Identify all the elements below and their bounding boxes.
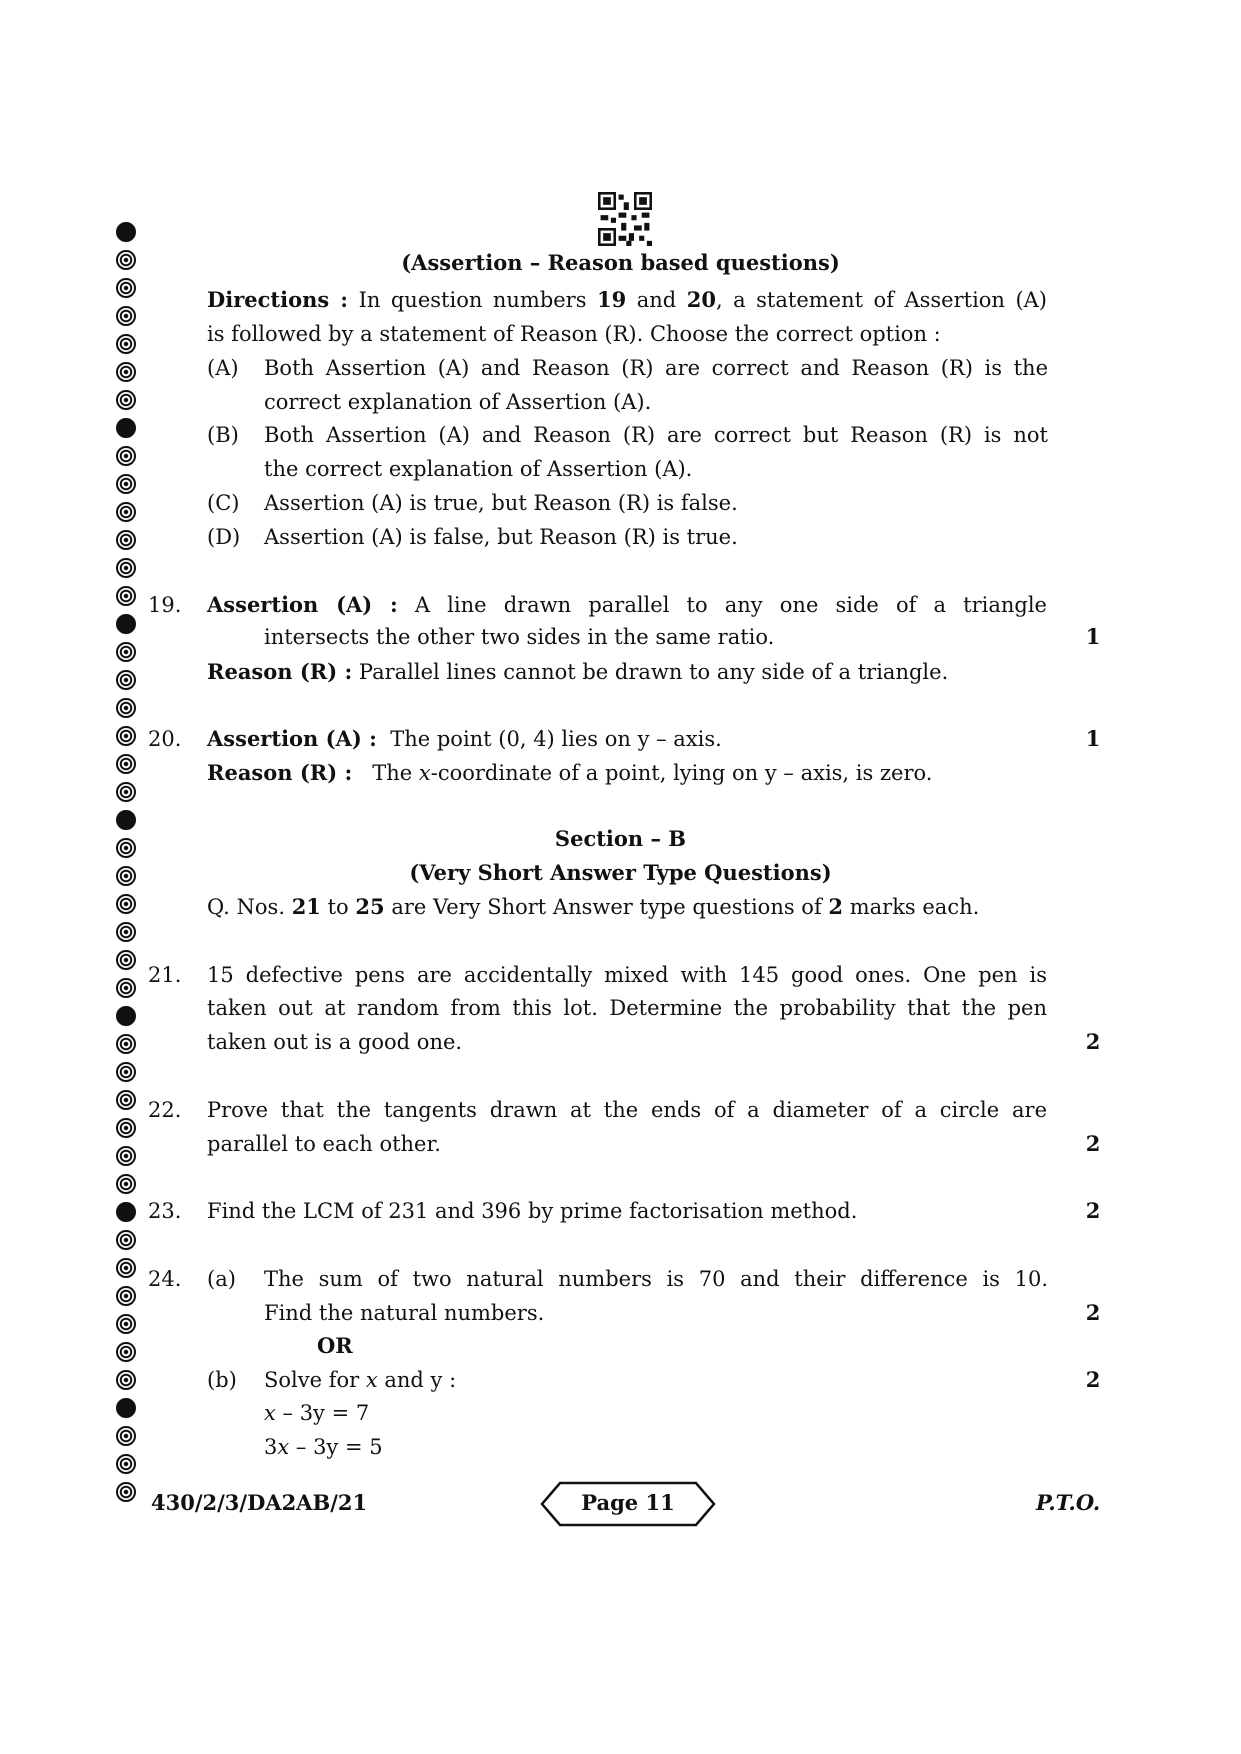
text: The point (0, 4) lies on y – axis. <box>390 727 722 751</box>
registration-ring-icon <box>116 1062 136 1082</box>
registration-ring-icon <box>116 698 136 718</box>
text: -coordinate of a point, lying on y – axis, is zero. <box>430 761 933 785</box>
registration-ring-icon <box>116 1118 136 1138</box>
registration-ring-icon <box>116 1174 136 1194</box>
text: (Very Short Answer Type Questions) <box>409 860 832 885</box>
option-key: (C) <box>207 491 240 515</box>
q21-line-3: taken out is a good one. <box>207 1030 463 1054</box>
please-turn-over: P.T.O. <box>1036 1490 1101 1515</box>
q24a-line-2: Find the natural numbers. <box>264 1301 545 1325</box>
option-key: (B) <box>207 423 239 447</box>
text: 19 <box>597 287 627 312</box>
option-a-line-2: correct explanation of Assertion (A). <box>264 390 652 414</box>
question-number: 21. <box>148 963 182 987</box>
text: 25 <box>355 894 385 919</box>
registration-ring-icon <box>116 978 136 998</box>
registration-ring-icon <box>116 1342 136 1362</box>
text: 3 <box>264 1435 278 1459</box>
q24a-line-1: The sum of two natural numbers is 70 and their difference is 10. <box>264 1267 1048 1291</box>
registration-ring-icon <box>116 1370 136 1390</box>
marks: 1 <box>1085 624 1101 649</box>
registration-ring-icon <box>116 278 136 298</box>
option-b-line-2: the correct explanation of Assertion (A). <box>264 457 693 481</box>
text: Section – B <box>554 826 687 851</box>
registration-ring-icon <box>116 754 136 774</box>
question-number: 20. <box>148 727 182 751</box>
q21-line-1: 15 defective pens are accidentally mixed with 145 good ones. One pen is <box>207 963 1047 987</box>
text: 20 <box>686 287 716 312</box>
section-subtitle <box>0 859 1241 887</box>
marks: 2 <box>1085 1198 1101 1223</box>
registration-ring-icon <box>116 950 136 970</box>
registration-ring-icon <box>116 222 136 242</box>
q19-reason <box>207 658 948 686</box>
text: The <box>372 761 413 785</box>
assertion-label: Assertion (A) : <box>207 592 398 617</box>
registration-ring-icon <box>116 1202 136 1222</box>
text: Q. Nos. <box>207 895 285 919</box>
text: – 3y = 7 <box>275 1401 370 1425</box>
text: OR <box>317 1333 353 1358</box>
variable: x <box>277 1435 290 1459</box>
registration-ring-icon <box>116 726 136 746</box>
marks: 2 <box>1085 1029 1101 1054</box>
q21-line-2: taken out at random from this lot. Determine the probability that the pen <box>207 996 1047 1020</box>
option-key: (A) <box>207 356 239 380</box>
marks: 2 <box>1085 1367 1101 1392</box>
option-key: (a) <box>207 1267 236 1291</box>
text: Solve for <box>264 1368 360 1392</box>
registration-ring-icon <box>116 446 136 466</box>
variable: x <box>418 761 431 785</box>
question-number: 24. <box>148 1267 182 1291</box>
registration-ring-icon <box>116 418 136 438</box>
registration-ring-icon <box>116 1286 136 1306</box>
directions-line-2: is followed by a statement of Reason (R). Choose the correct option : <box>207 322 941 346</box>
q20-reason <box>207 759 932 787</box>
registration-ring-icon <box>116 1006 136 1026</box>
registration-ring-icon <box>116 922 136 942</box>
registration-ring-icon <box>116 1398 136 1418</box>
assertion-label: Assertion (A) : <box>207 726 377 751</box>
registration-ring-icon <box>116 362 136 382</box>
registration-ring-icon <box>116 1034 136 1054</box>
q23-line-1: Find the LCM of 231 and 396 by prime factorisation method. <box>207 1199 858 1223</box>
variable: x <box>365 1368 378 1392</box>
text: – 3y = 5 <box>289 1435 383 1459</box>
registration-ring-icon <box>116 1258 136 1278</box>
text: are Very Short Answer type questions of <box>391 895 822 919</box>
registration-ring-icon <box>116 894 136 914</box>
equation-1 <box>264 1399 369 1427</box>
option-a-line-1: Both Assertion (A) and Reason (R) are correct and Reason (R) is the <box>264 356 1048 380</box>
registration-ring-icon <box>116 306 136 326</box>
option-key: (b) <box>207 1368 237 1392</box>
registration-ring-icon <box>116 1454 136 1474</box>
or-separator <box>317 1332 353 1360</box>
option-c: Assertion (A) is true, but Reason (R) is false. <box>264 491 738 515</box>
q22-line-2: parallel to each other. <box>207 1132 441 1156</box>
text: 21 <box>291 894 321 919</box>
qr-code <box>598 192 652 246</box>
text: , a statement of Assertion (A) <box>715 288 1047 312</box>
registration-ring-icon <box>116 1230 136 1250</box>
text: 2 <box>828 894 844 919</box>
text: A line drawn parallel to any one side of a triangle <box>414 593 1047 617</box>
question-number: 22. <box>148 1098 182 1122</box>
q24b-line-1 <box>264 1366 456 1394</box>
text: and y : <box>384 1368 457 1392</box>
registration-ring-icon <box>116 1090 136 1110</box>
registration-ring-icon <box>116 586 136 606</box>
q22-line-1: Prove that the tangents drawn at the ends of a diameter of a circle are <box>207 1098 1047 1122</box>
paper-code: 430/2/3/DA2AB/21 <box>151 1490 368 1515</box>
registration-ring-icon <box>116 1426 136 1446</box>
marks: 1 <box>1085 726 1101 751</box>
heading-text: (Assertion – Reason based questions) <box>401 250 840 275</box>
section-instructions <box>207 893 979 921</box>
registration-ring-icon <box>116 1482 136 1502</box>
option-key: (D) <box>207 525 241 549</box>
text: and <box>636 288 677 312</box>
registration-ring-icon <box>116 474 136 494</box>
directions-label: Directions : <box>207 287 349 312</box>
option-b-line-1: Both Assertion (A) and Reason (R) are correct but Reason (R) is not <box>264 423 1048 447</box>
reason-label: Reason (R) : <box>207 659 353 684</box>
registration-ring-icon <box>116 670 136 690</box>
section-title <box>0 825 1241 853</box>
equation-2 <box>264 1433 383 1461</box>
section-heading <box>0 249 1241 277</box>
registration-ring-icon <box>116 1146 136 1166</box>
text: to <box>327 895 349 919</box>
directions-line-1 <box>207 286 1047 314</box>
marks: 2 <box>1085 1300 1101 1325</box>
text: marks each. <box>849 895 980 919</box>
q19-assertion-line-2: intersects the other two sides in the same ratio. <box>264 625 775 649</box>
registration-ring-icon <box>116 558 136 578</box>
marks: 2 <box>1085 1131 1101 1156</box>
text: In question numbers <box>358 288 587 312</box>
text: Parallel lines cannot be drawn to any side of a triangle. <box>358 660 949 684</box>
registration-ring-icon <box>116 502 136 522</box>
registration-ring-icon <box>116 390 136 410</box>
registration-ring-icon <box>116 782 136 802</box>
q19-assertion-line-1 <box>207 591 1047 619</box>
registration-ring-icon <box>116 642 136 662</box>
variable: x <box>264 1401 276 1425</box>
q20-assertion <box>207 725 722 753</box>
reason-label: Reason (R) : <box>207 760 353 785</box>
registration-ring-icon <box>116 334 136 354</box>
page-number: Page 11 <box>581 1490 675 1515</box>
registration-ring-icon <box>116 530 136 550</box>
option-d: Assertion (A) is false, but Reason (R) is true. <box>264 525 738 549</box>
registration-ring-icon <box>116 614 136 634</box>
registration-ring-icon <box>116 1314 136 1334</box>
question-number: 19. <box>148 593 182 617</box>
question-number: 23. <box>148 1199 182 1223</box>
